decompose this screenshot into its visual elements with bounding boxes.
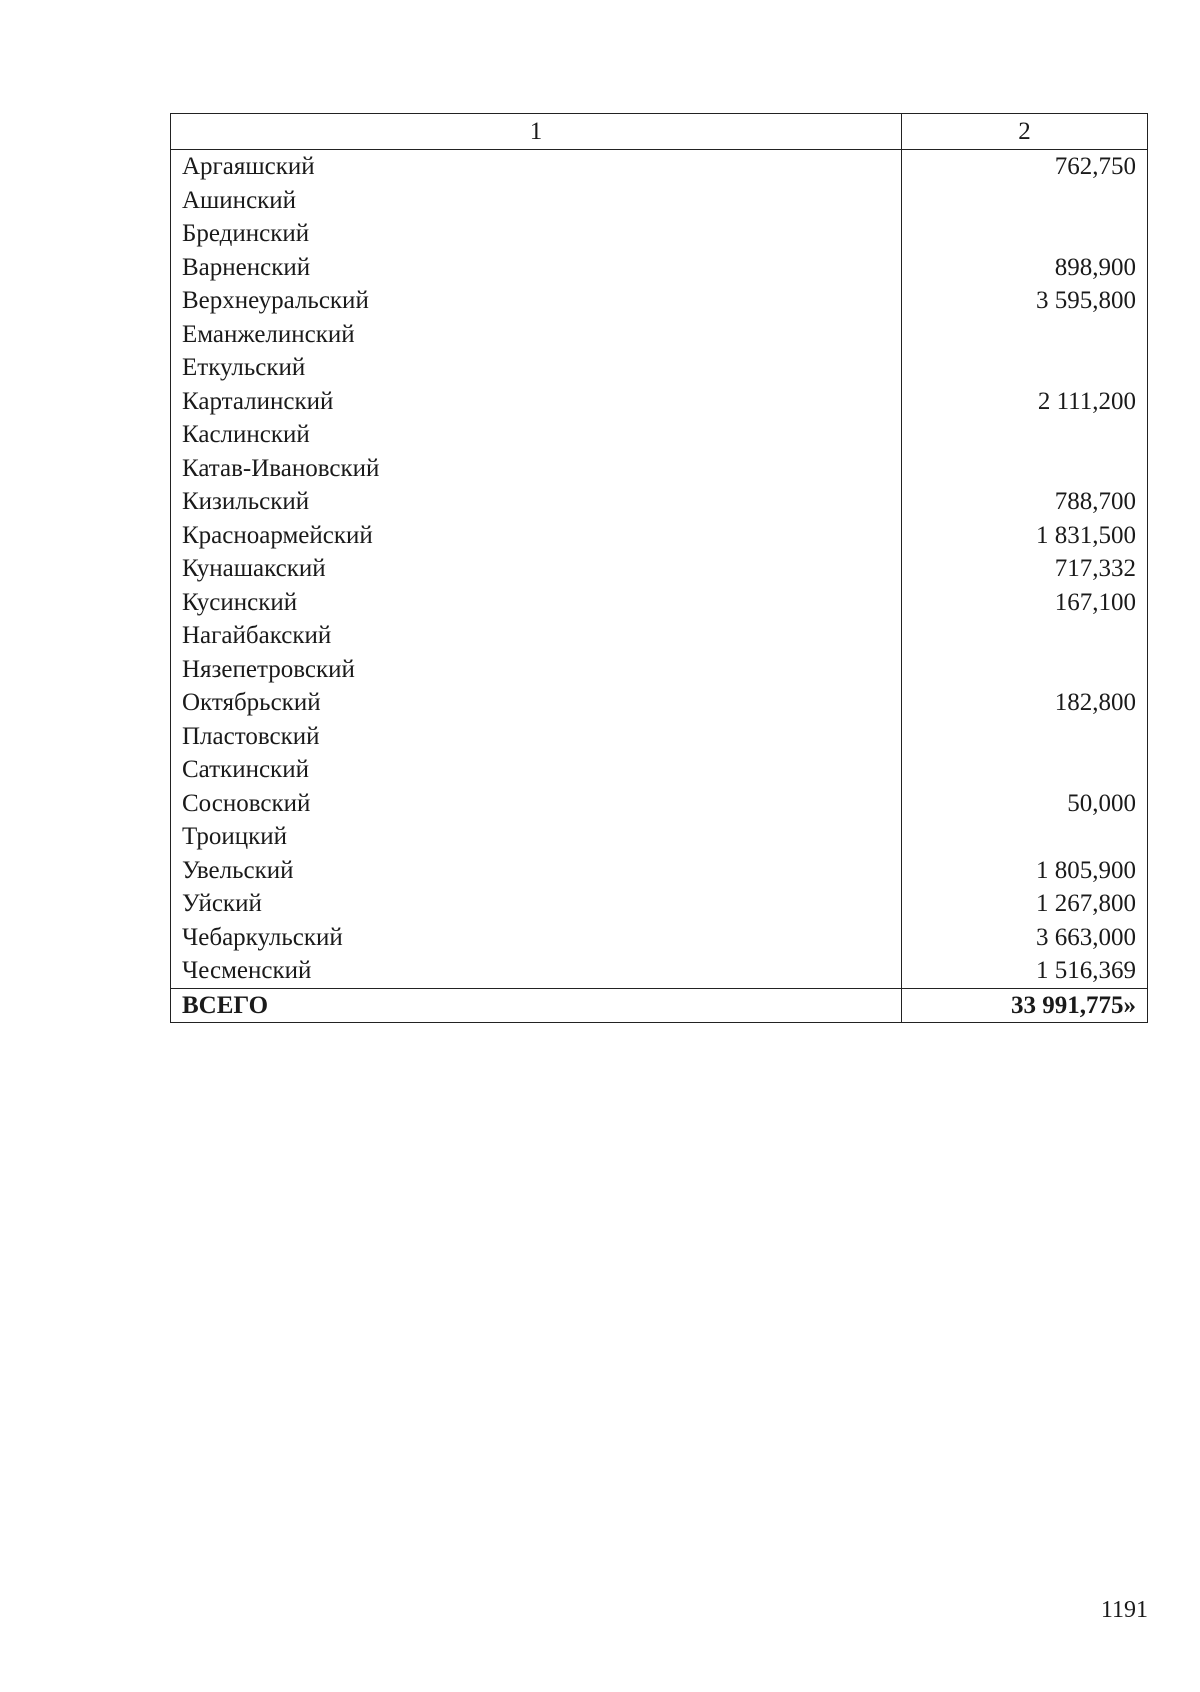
amount-cell bbox=[902, 184, 1148, 218]
district-name-cell: Ашинский bbox=[171, 184, 902, 218]
amount-cell bbox=[902, 217, 1148, 251]
district-name-cell: Сосновский bbox=[171, 787, 902, 821]
table-row bbox=[171, 820, 1148, 854]
table-row bbox=[171, 686, 1148, 720]
table-row bbox=[171, 720, 1148, 754]
district-name-cell: Нагайбакский bbox=[171, 619, 902, 653]
district-name-cell: Чесменский bbox=[171, 954, 902, 988]
table-body bbox=[171, 150, 1148, 1023]
table-row bbox=[171, 385, 1148, 419]
amount-cell bbox=[902, 720, 1148, 754]
table-row bbox=[171, 887, 1148, 921]
table-row bbox=[171, 452, 1148, 486]
amount-cell bbox=[902, 653, 1148, 687]
district-name-cell: Саткинский bbox=[171, 753, 902, 787]
total-value: 33 991,775» bbox=[902, 988, 1148, 1022]
district-name-cell: Красноармейский bbox=[171, 519, 902, 553]
amount-cell: 3 595,800 bbox=[902, 284, 1148, 318]
table-row bbox=[171, 854, 1148, 888]
table-row bbox=[171, 552, 1148, 586]
table-row bbox=[171, 485, 1148, 519]
amount-cell: 50,000 bbox=[902, 787, 1148, 821]
table-row bbox=[171, 753, 1148, 787]
table-row bbox=[171, 284, 1148, 318]
district-name-cell: Каслинский bbox=[171, 418, 902, 452]
table-header-row bbox=[171, 114, 1148, 150]
district-name-cell: Кунашакский bbox=[171, 552, 902, 586]
amount-cell bbox=[902, 753, 1148, 787]
amount-cell bbox=[902, 351, 1148, 385]
district-name-cell: Варненский bbox=[171, 251, 902, 285]
table-row bbox=[171, 519, 1148, 553]
table-row bbox=[171, 954, 1148, 988]
district-name-cell: Увельский bbox=[171, 854, 902, 888]
total-row bbox=[171, 988, 1148, 1022]
district-name-cell: Катав-Ивановский bbox=[171, 452, 902, 486]
district-name-cell: Карталинский bbox=[171, 385, 902, 419]
column-header-1: 1 bbox=[171, 114, 902, 150]
table-row bbox=[171, 318, 1148, 352]
district-name-cell: Аргаяшский bbox=[171, 150, 902, 184]
amount-cell: 2 111,200 bbox=[902, 385, 1148, 419]
amount-cell bbox=[902, 452, 1148, 486]
amount-cell: 182,800 bbox=[902, 686, 1148, 720]
column-header-2: 2 bbox=[902, 114, 1148, 150]
amount-cell: 762,750 bbox=[902, 150, 1148, 184]
district-name-cell: Троицкий bbox=[171, 820, 902, 854]
table-row bbox=[171, 184, 1148, 218]
amount-cell bbox=[902, 820, 1148, 854]
amount-cell: 1 267,800 bbox=[902, 887, 1148, 921]
district-name-cell: Кусинский bbox=[171, 586, 902, 620]
table-row bbox=[171, 251, 1148, 285]
district-name-cell: Верхнеуральский bbox=[171, 284, 902, 318]
district-name-cell: Уйский bbox=[171, 887, 902, 921]
total-label: ВСЕГО bbox=[171, 988, 902, 1022]
table-row bbox=[171, 418, 1148, 452]
amount-cell: 167,100 bbox=[902, 586, 1148, 620]
amount-cell bbox=[902, 619, 1148, 653]
district-name-cell: Пластовский bbox=[171, 720, 902, 754]
page-number: 1191 bbox=[1100, 1597, 1148, 1623]
table-row bbox=[171, 150, 1148, 184]
amount-cell: 717,332 bbox=[902, 552, 1148, 586]
table-row bbox=[171, 653, 1148, 687]
amount-cell: 898,900 bbox=[902, 251, 1148, 285]
table-row bbox=[171, 351, 1148, 385]
district-name-cell: Еткульский bbox=[171, 351, 902, 385]
amount-cell bbox=[902, 418, 1148, 452]
district-name-cell: Нязепетровский bbox=[171, 653, 902, 687]
district-name-cell: Чебаркульский bbox=[171, 921, 902, 955]
table-row bbox=[171, 921, 1148, 955]
district-table bbox=[170, 113, 1148, 1023]
amount-cell bbox=[902, 318, 1148, 352]
district-name-cell: Октябрьский bbox=[171, 686, 902, 720]
table-row bbox=[171, 586, 1148, 620]
amount-cell: 1 805,900 bbox=[902, 854, 1148, 888]
amount-cell: 3 663,000 bbox=[902, 921, 1148, 955]
amount-cell: 1 516,369 bbox=[902, 954, 1148, 988]
amount-cell: 1 831,500 bbox=[902, 519, 1148, 553]
table-row bbox=[171, 217, 1148, 251]
table-row bbox=[171, 787, 1148, 821]
district-name-cell: Кизильский bbox=[171, 485, 902, 519]
amount-cell: 788,700 bbox=[902, 485, 1148, 519]
table-row bbox=[171, 619, 1148, 653]
district-name-cell: Брединский bbox=[171, 217, 902, 251]
district-name-cell: Еманжелинский bbox=[171, 318, 902, 352]
